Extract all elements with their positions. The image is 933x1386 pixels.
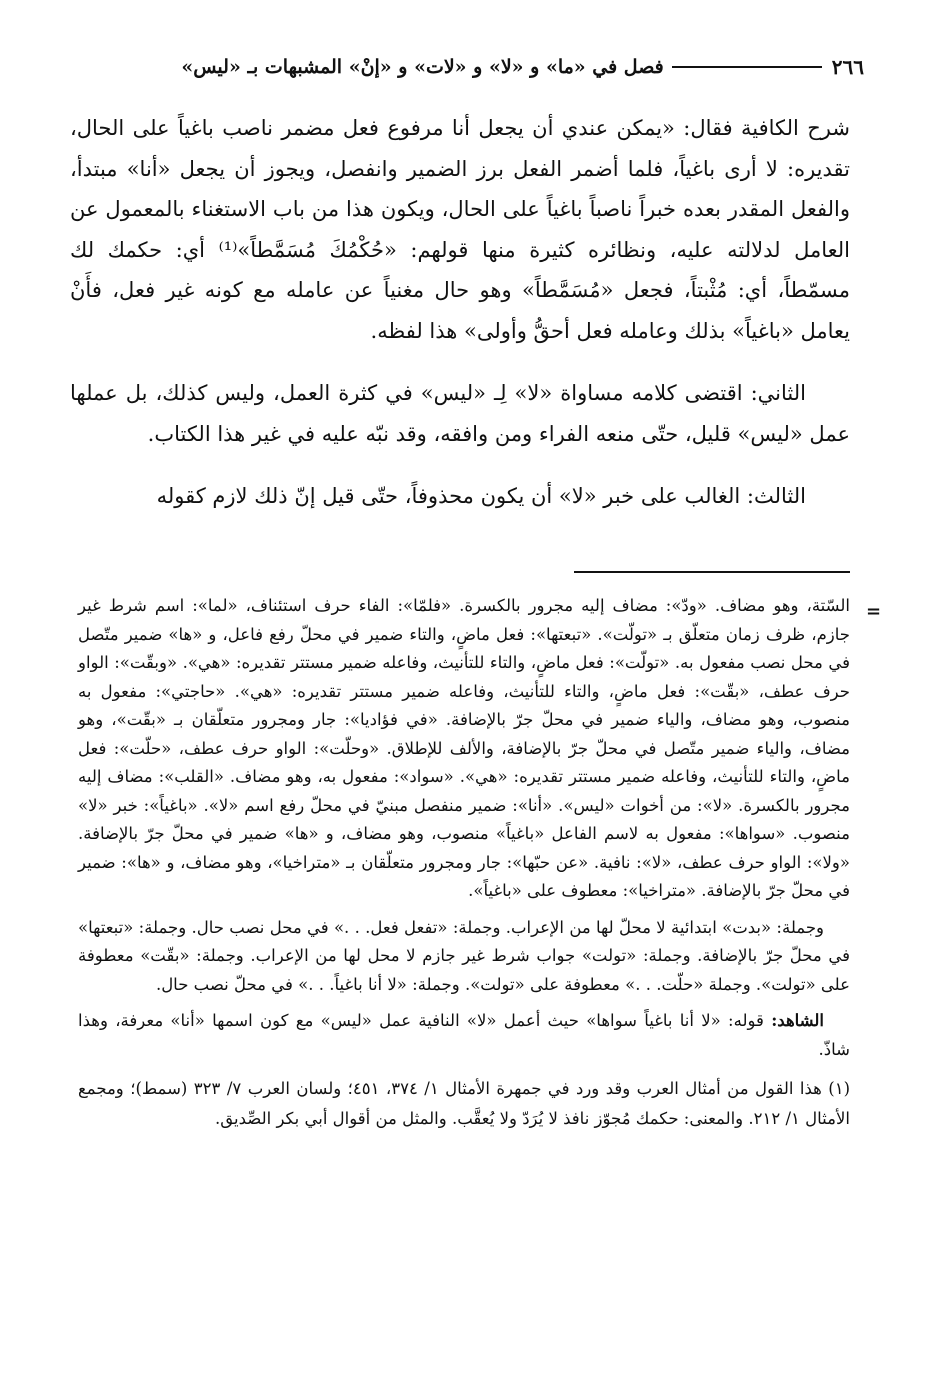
evidence-text: قوله: «لا أنا باغياً سواها» حيث أعمل «لا» النافية عمل «ليس» مع كون اسمها «أنا» معرفة، وهذا شاذّ. (78, 1011, 850, 1059)
running-header (68, 50, 864, 84)
main-paragraph-1: شرح الكافية فقال: «يمكن عندي أن يجعل أنا مرفوع فعل مضمر ناصب باغياً على الحال، تقديره: لا أرى باغياً، فلما أضمر الفعل برز الضمير وانفصل، ويجوز أن يجعل «أنا» مبتدأ، والفعل المقدر بعده خبراً ناصباً باغياً على الحال، ويكون هذا من باب الاستغناء بالمعمول عن العامل لدلالته عليه، ونظائره كثيرة منها قولهم: «حُكْمُكَ مُسَمَّطاً»⁽¹⁾ أي: حكمك لك مسمّطاً، أي: مُثْبتاً، فجعل «مُسَمَّطاً» وهو حال مغنياً عن عامله مع كونه غير فعل، فأَنْ يعامل «باغياً» بذلك وعامله فعل أحقُّ وأولى» هذا لفظه. (70, 116, 850, 343)
page-number: ٢٦٦ (831, 55, 864, 79)
footnote-parsing: السّتة، وهو مضاف. «ودّ»: مضاف إليه مجرور بالكسرة. «فلمّا»: الفاء حرف استئناف، «لما»: اسم شرط غير جازم، ظرف زمان متعلّق بـ «تولّت». «تبعتها»: فعل ماضٍ، والتاء ضمير في محلّ رفع فاعل، و «ها» ضمير متّصل في محل نصب مفعول به. «تولّت»: فعل ماضٍ، والتاء للتأنيث، وفاعله ضمير مستتر تقديره: «هي». «وبقّت»: الواو حرف عطف، «بقّت»: فعل ماضٍ، والتاء للتأنيث، وفاعله ضمير مستتر تقديره: «هي». «حاجتي»: مفعول به منصوب، وهو مضاف، والياء ضمير في محلّ جرّ بالإضافة. «في فؤاديا»: جار ومجرور متعلّقان بـ «بقّت»، وهو مضاف، والياء ضمير متّصل في محلّ جرّ بالإضافة، والألف للإطلاق. «وحلّت»: الواو حرف عطف، «حلّت»: فعل ماضٍ، والتاء للتأنيث، وفاعله ضمير مستتر تقديره: «هي». «سواد»: مفعول به، وهو مضاف. «القلب»: مضاف إليه مجرور بالكسرة. «لا»: من أخوات «ليس». «أنا»: ضمير منفصل مبنيّ في محلّ رفع اسم «لا». «باغياً»: خبر «لا» منصوب. «سواها»: مفعول به لاسم الفاعل «باغياً» منصوب، وهو مضاف، و «ها» ضمير في محلّ جرّ بالإضافة. «ولا»: الواو حرف عطف، «لا»: نافية. «عن حبّها»: جار ومجرور متعلّقان بـ «متراخيا»، وهو مضاف، و «ها»: ضمير في محلّ جرّ بالإضافة. «متراخيا»: معطوف على «باغياً». (78, 596, 850, 900)
footnote-sentences: وجملة: «بدت» ابتدائية لا محلّ لها من الإعراب. وجملة: «تفعل فعل. . .» في محل نصب حال. وجملة: «تبعتها» في محلّ جرّ بالإضافة. وجملة: «تولت» جواب شرط غير جازم لا محل لها من الإعراب. وجملة: «بقّت» معطوفة على «تولت». وجملة «حلّت. . .» معطوفة على «تولت». وجملة: «لا أنا باغياً. . .» في محلّ نصب حال. (78, 917, 850, 994)
footnotes (78, 592, 850, 1142)
header-rule (672, 66, 822, 68)
footnote-reference-1: (١) هذا القول من أمثال العرب وقد ورد في جمهرة الأمثال ١/ ٣٧٤، ٤٥١؛ ولسان العرب ٧/ ٣٢٣ (سمط)؛ ومجمع الأمثال ١/ ٢١٢. والمعنى: حكمك مُجوّز نافذ لا يُرَدّ ولا يُعقَّب. والمثل من أقوال أبي بكر الصِّديق. (78, 1079, 850, 1128)
main-paragraph-3: الثالث: الغالب على خبر «لا» أن يكون محذوفاً، حتّى قيل إنّ ذلك لازم كقوله (156, 484, 806, 508)
chapter-title: فصل في «ما» و «لا» و «لات» و «إنْ» المشبهات بـ «ليس» (181, 56, 664, 78)
main-text (70, 108, 850, 539)
main-paragraph-2: الثاني: اقتضى كلامه مساواة «لا» لِـ «ليس» في كثرة العمل، وليس كذلك، بل عملها عمل «ليس» قليل، حتّى منعه الفراء ومن وافقه، وقد نبّه عليه في غير هذا الكتاب. (70, 381, 850, 446)
continuation-mark: = (866, 601, 882, 622)
footnote-separator (574, 571, 850, 573)
footnote-evidence (78, 1007, 850, 1064)
evidence-label: الشاهد: (771, 1011, 824, 1030)
